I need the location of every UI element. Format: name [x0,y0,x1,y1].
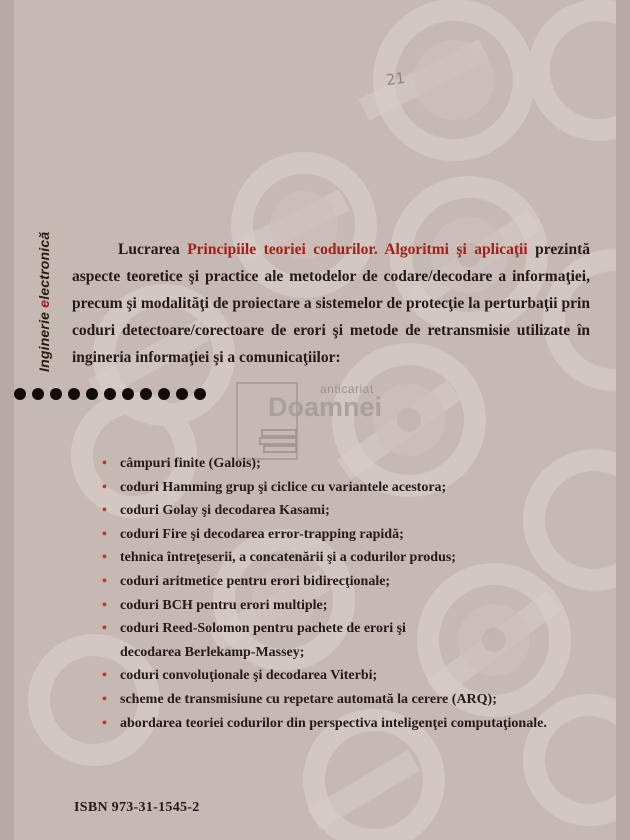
topic-item [102,664,602,688]
topic-text: câmpuri finite (Galois); [120,456,261,471]
topic-item [102,712,602,736]
topic-text: coduri Hamming grup şi ciclice cu variantele acestora; [120,479,447,495]
bullet-icon: • [102,715,107,731]
topic-item [102,523,602,547]
topic-item [102,452,602,476]
divider-dot [122,388,134,400]
handwritten-note: 21 [384,68,407,90]
topic-item [102,617,602,664]
intro-paragraph [72,236,590,371]
divider-dot [104,388,116,400]
series-title-part2: lectronică [36,231,52,300]
divider-dot [194,388,206,400]
topic-item [102,499,602,523]
topic-text-continued: decodarea Berlekamp-Massey; [120,644,305,660]
bullet-icon: • [102,668,107,684]
topic-item [102,570,602,594]
topic-text: coduri Golay şi decodarea Kasami; [120,503,330,519]
topic-item [102,594,602,618]
topic-item [102,546,602,570]
divider-dot [158,388,170,400]
divider-dot [176,388,188,400]
divider-dot [68,388,80,400]
topic-text: coduri BCH pentru erori multiple; [120,597,328,613]
topic-text: tehnica întreţeserii, a concatenării şi a codurilor produs; [120,550,456,566]
topic-item [102,688,602,712]
bullet-icon: • [102,456,107,471]
series-title-part1: Inginerie [36,307,52,372]
intro-rest: prezintă aspecte teoretice şi practice ale metodelor de codare/decodare a informaţiei, precum şi modalităţi de proiectare a sistemelor de protecţie la perturbaţii prin coduri detectoare/corectoare de erori şi metode de retransmisie utilizate în ingineria informaţiei şi a comunicaţiilor: [72,241,590,366]
watermark-big-text: Doamnei [268,392,383,422]
divider-dot [14,388,26,400]
divider-dot [32,388,44,400]
divider-dot [50,388,62,400]
divider-dot [86,388,98,400]
series-title [36,232,52,372]
books-icon [258,428,302,454]
isbn: ISBN 973-31-1545-2 [74,800,200,815]
topic-text: coduri convoluţionale şi decodarea Viterbi; [120,668,378,684]
bullet-icon: • [102,597,107,613]
book-title: Principiile teoriei codurilor. Algoritmi şi aplicaţii [187,241,528,258]
series-title-accent: e [36,299,52,308]
topic-item [102,476,602,500]
watermark-logo [236,378,416,458]
topic-text: abordarea teoriei codurilor din perspectiva inteligenţei computaţionale. [120,715,547,731]
topic-text: coduri aritmetice pentru erori bidirecţionale; [120,573,391,589]
bullet-icon: • [102,503,107,519]
intro-lead: Lucrarea [118,241,188,258]
topic-list [102,452,602,735]
bullet-icon: • [102,550,107,566]
topic-text: scheme de transmisiune cu repetare automată la cerere (ARQ); [120,691,497,707]
bullet-icon: • [102,621,107,637]
bullet-icon: • [102,691,107,707]
divider-dot [140,388,152,400]
topic-text: coduri Reed-Solomon pentru pachete de erori şi [120,621,406,637]
bullet-icon: • [102,526,107,542]
bullet-icon: • [102,479,107,495]
dot-divider [14,388,206,400]
bullet-icon: • [102,573,107,589]
watermark-small-text: anticariat [320,382,374,396]
topic-text: coduri Fire şi decodarea error-trapping rapidă; [120,526,404,542]
